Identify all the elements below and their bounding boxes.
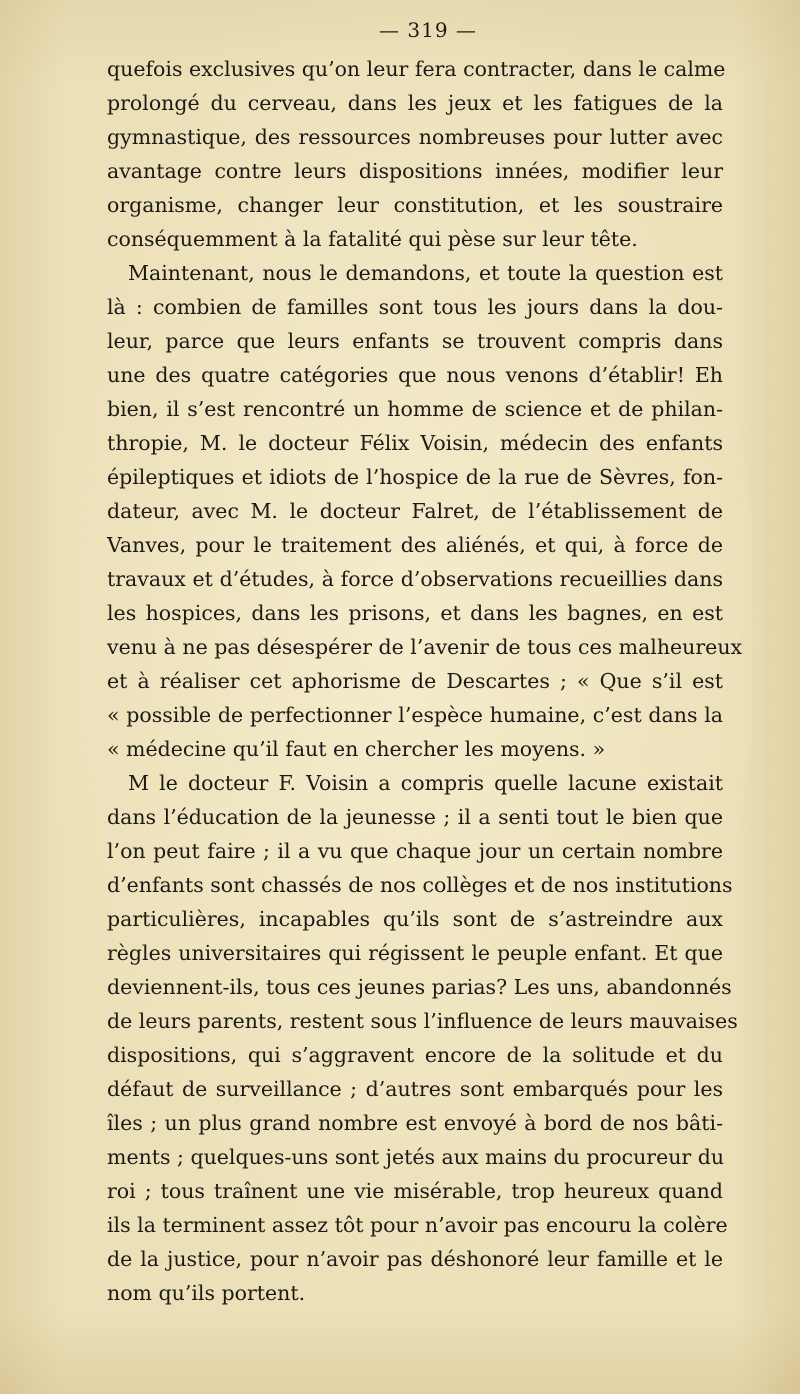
- paragraph-1: [107, 52, 726, 256]
- text-line: thropie, M. le docteur Félix Voisin, médecin des enfants: [107, 431, 723, 455]
- text-line: avantage contre leurs dispositions innées, modifier leur: [107, 159, 723, 183]
- text-line: deviennent-ils, tous ces jeunes parias? Les uns, abandonnés: [107, 975, 732, 999]
- text-line: « possible de perfectionner l’espèce humaine, c’est dans la: [107, 703, 723, 727]
- text-line: venu à ne pas désespérer de l’avenir de tous ces malheureux: [107, 635, 743, 659]
- text-line: travaux et d’études, à force d’observations recueillies dans: [107, 567, 723, 591]
- text-line: de leurs parents, restent sous l’influence de leurs mauvaises: [107, 1009, 738, 1033]
- text-line: de la justice, pour n’avoir pas déshonoré leur famille et le: [107, 1247, 723, 1271]
- text-line: particulières, incapables qu’ils sont de s’astreindre aux: [107, 907, 723, 931]
- text-line: ments ; quelques-uns sont jetés aux mains du procureur du: [107, 1145, 725, 1169]
- text-line: nom qu’ils portent.: [107, 1281, 306, 1305]
- text-line: dispositions, qui s’aggravent encore de la solitude et du: [107, 1043, 723, 1067]
- text-line: Vanves, pour le traitement des aliénés, et qui, à force de: [107, 533, 723, 557]
- text-line: bien, il s’est rencontré un homme de science et de philan-: [107, 397, 723, 421]
- text-line: prolongé du cerveau, dans les jeux et les fatigues de la: [107, 91, 723, 115]
- text-line: leur, parce que leurs enfants se trouvent compris dans: [107, 329, 723, 353]
- text-line: gymnastique, des ressources nombreuses pour lutter avec: [107, 125, 723, 149]
- text-line: conséquemment à la fatalité qui pèse sur leur tête.: [107, 227, 638, 251]
- text-line: règles universitaires qui régissent le peuple enfant. Et que: [107, 941, 723, 965]
- text-line: là : combien de familles sont tous les jours dans la dou-: [107, 295, 723, 319]
- text-line: dateur, avec M. le docteur Falret, de l’établissement de: [107, 499, 723, 523]
- paragraph-3: [107, 766, 738, 1310]
- text-line: Maintenant, nous le demandons, et toute la question est: [128, 261, 723, 285]
- paragraph-2: [107, 256, 743, 766]
- text-line: roi ; tous traînent une vie misérable, trop heureux quand: [107, 1179, 723, 1203]
- body-text: [107, 52, 743, 1310]
- text-line: organisme, changer leur constitution, et les soustraire: [107, 193, 723, 217]
- text-line: ils la terminent assez tôt pour n’avoir pas encouru la colère: [107, 1213, 728, 1237]
- text-line: l’on peut faire ; il a vu que chaque jour un certain nombre: [107, 839, 723, 863]
- text-line: d’enfants sont chassés de nos collèges et de nos institutions: [107, 873, 733, 897]
- page-number: — 319 —: [379, 18, 477, 42]
- text-line: épileptiques et idiots de l’hospice de la rue de Sèvres, fon-: [107, 465, 723, 489]
- text-line: défaut de surveillance ; d’autres sont embarqués pour les: [107, 1077, 723, 1101]
- text-line: îles ; un plus grand nombre est envoyé à bord de nos bâti-: [107, 1111, 723, 1135]
- text-line: « médecine qu’il faut en chercher les moyens. »: [107, 737, 606, 761]
- text-line: les hospices, dans les prisons, et dans les bagnes, en est: [107, 601, 723, 625]
- text-line: quefois exclusives qu’on leur fera contracter, dans le calme: [107, 57, 726, 81]
- text-line: une des quatre catégories que nous venons d’établir! Eh: [107, 363, 723, 387]
- text-line: dans l’éducation de la jeunesse ; il a senti tout le bien que: [107, 805, 723, 829]
- text-line: M le docteur F. Voisin a compris quelle lacune existait: [128, 771, 723, 795]
- text-line: et à réaliser cet aphorisme de Descartes ; « Que s’il est: [107, 669, 723, 693]
